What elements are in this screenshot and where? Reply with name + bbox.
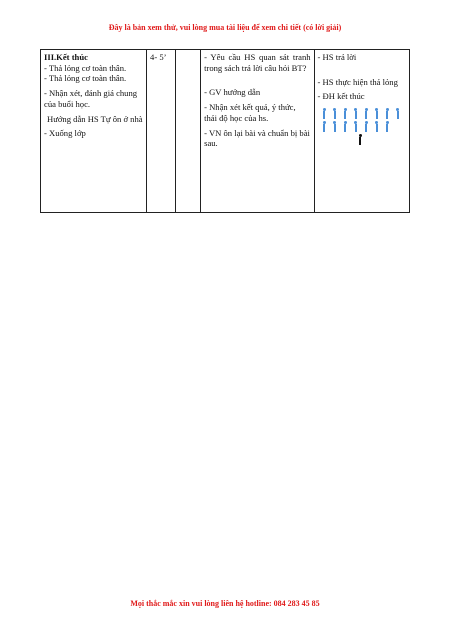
student-icon — [322, 108, 327, 119]
student-icon — [322, 121, 327, 132]
lesson-plan-table — [40, 49, 410, 213]
teacher-activity-cell — [201, 50, 314, 213]
content-item: - Thả lỏng cơ toàn thân. — [44, 73, 127, 84]
student-icon — [343, 108, 348, 119]
hotline-notice: Mọi thắc mắc xin vui lòng liên hệ hotline: 084 283 45 85 — [130, 599, 320, 608]
content-cell — [41, 50, 147, 213]
student-item: - HS thực hiện thả lỏng — [317, 76, 398, 87]
activity-item: - Yêu cầu HS quan sát tranh trong sách trả lời câu hỏi BT? — [204, 52, 311, 73]
student-icon — [385, 121, 390, 132]
student-activity-cell — [314, 50, 409, 213]
student-icon — [343, 121, 348, 132]
activity-item: - VN ôn lại bài và chuẩn bị bài sau. — [204, 127, 310, 149]
student-icon — [395, 108, 400, 119]
content-item: - Thả lỏng cơ toàn thân. — [44, 62, 127, 73]
table-row — [41, 50, 410, 213]
student-icon — [353, 108, 358, 119]
student-item: - ĐH kết thúc — [317, 91, 365, 102]
student-icon — [374, 121, 379, 132]
duration-text: 4- 5’ — [150, 52, 167, 62]
content-item: Hướng dẫn HS Tự ôn ở nhà — [47, 113, 143, 124]
count-cell — [175, 50, 200, 213]
activity-item: - GV hướng dẫn — [204, 87, 261, 98]
student-icon — [332, 121, 337, 132]
student-item: - HS trả lời — [317, 52, 357, 62]
content-item: - Nhận xét, đánh giá chung của buổi học. — [44, 88, 138, 109]
student-icon — [364, 121, 369, 132]
time-cell — [147, 50, 176, 213]
closing-formation-diagram — [318, 106, 406, 146]
activity-item: - Nhận xét kết quả, ý thức, thái độ học của hs. — [204, 102, 296, 123]
student-icon — [364, 108, 369, 119]
student-icon — [385, 108, 390, 119]
content-item: - Xuống lớp — [44, 128, 86, 139]
student-icon — [332, 108, 337, 119]
teacher-icon — [358, 134, 363, 145]
preview-notice: Đây là bản xem thử, vui lòng mua tài liệu để xem chi tiết (có lời giải) — [108, 23, 342, 32]
student-icon — [353, 121, 358, 132]
student-icon — [374, 108, 379, 119]
section-title: III.Kết thúc — [44, 52, 88, 62]
